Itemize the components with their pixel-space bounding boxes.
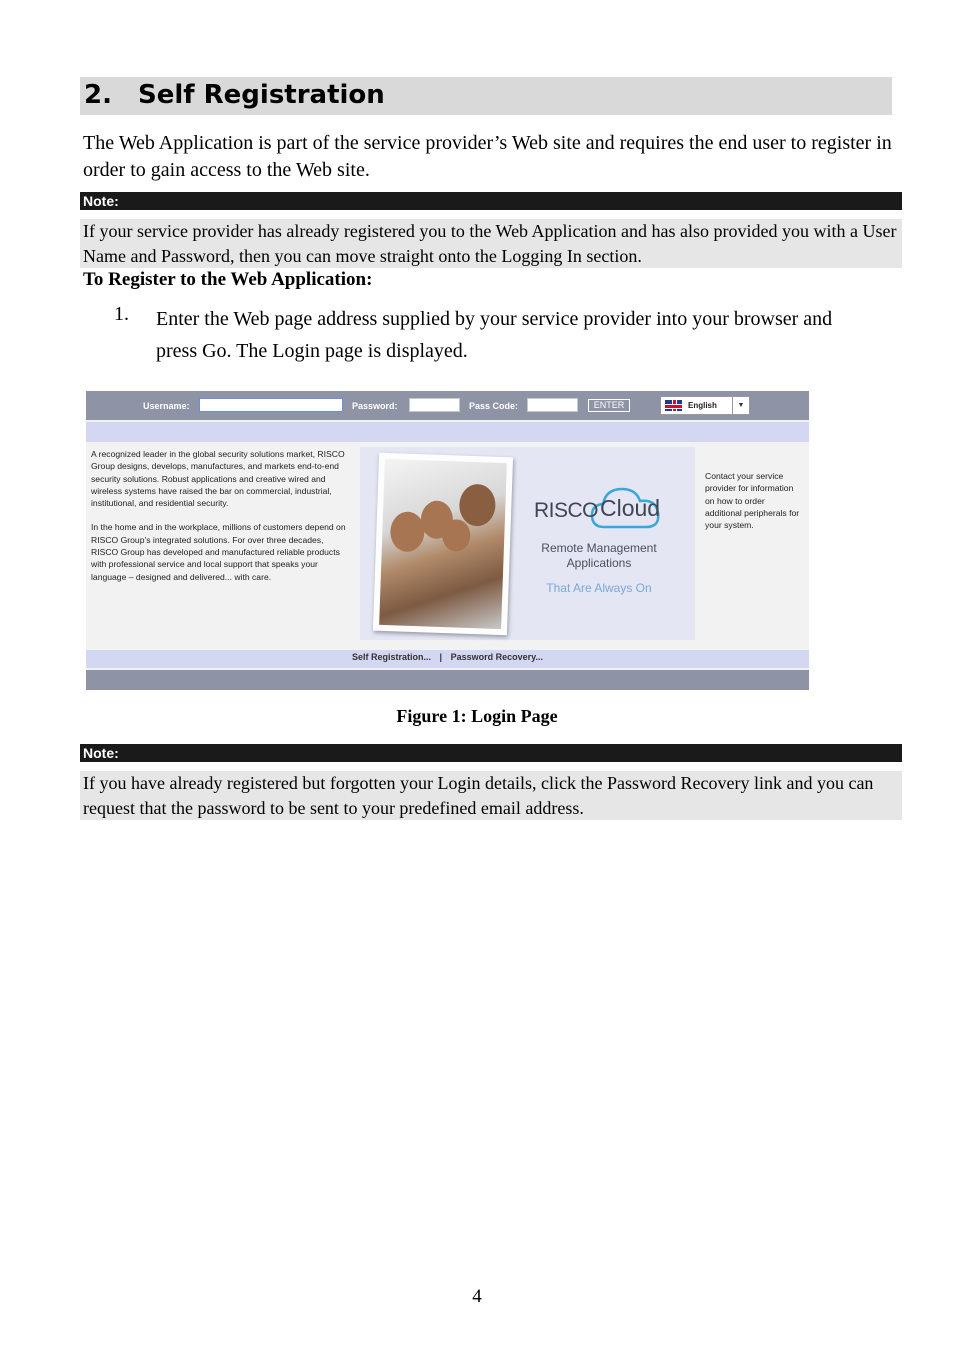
passcode-input[interactable] (527, 398, 578, 412)
family-photo-image (379, 459, 507, 629)
self-registration-link[interactable]: Self Registration... (352, 652, 432, 662)
slogan: That Are Always On (546, 581, 652, 595)
password-input[interactable] (409, 398, 460, 412)
link-separator: | (439, 652, 443, 662)
company-paragraph-2: In the home and in the workplace, millions of customers depend on RISCO Group’s integrated solutions. For over three decades, RISCO Group has developed and manufactured reliable products with professional service and local support that speaks your language – designed and delivered... with care. (91, 522, 346, 582)
page-number: 4 (472, 1286, 482, 1307)
login-top-bar (86, 391, 809, 420)
procedure-heading: To Register to the Web Application: (83, 269, 373, 290)
password-recovery-link[interactable]: Password Recovery... (450, 652, 543, 662)
login-page-screenshot (86, 391, 809, 690)
username-input[interactable] (199, 398, 343, 412)
hero-banner (360, 447, 695, 640)
note-label-2: Note: (83, 745, 119, 761)
password-label: Password: (352, 401, 398, 411)
note-label-bar-2 (80, 744, 902, 762)
brand-risco: RISCO (534, 499, 599, 522)
company-description (91, 448, 353, 595)
note-text-box-2: If you have already registered but forgotten your Login details, click the Password Recovery link and you can request that the password to be sent to your predefined email address. (80, 771, 902, 820)
section-number: 2. (84, 80, 112, 110)
note-label: Note: (83, 193, 119, 209)
section-heading (80, 77, 892, 115)
company-paragraph-1: A recognized leader in the global security solutions market, RISCO Group designs, develops, manufactures, and markets end-to-end security solutions. Robust applications and creative wired and wireless systems have raised the bar on commercial, industrial, institutional, and residential security. (91, 449, 345, 509)
family-photo (373, 453, 513, 636)
figure-caption: Figure 1: Login Page (396, 706, 558, 726)
brand-cloud: Cloud (600, 495, 661, 521)
tagline: Remote Management Applications (541, 541, 657, 570)
note-text-box: If your service provider has already registered you to the Web Application and has also provided you with a User Name and Password, then you can move straight onto the Logging In section. (80, 219, 902, 268)
chevron-down-icon[interactable]: ▼ (732, 397, 749, 414)
note-label-bar (80, 192, 902, 210)
language-select[interactable] (660, 396, 750, 415)
step-number: 1. (114, 303, 129, 325)
contact-info: Contact your service provider for information on how to order additional peripherals for your system. (705, 471, 800, 531)
login-links (86, 652, 809, 662)
login-bottom-bar (86, 670, 809, 690)
language-value: English (688, 401, 717, 410)
enter-button[interactable]: ENTER (588, 399, 630, 412)
section-title: Self Registration (138, 80, 385, 110)
uk-flag-icon (665, 400, 682, 411)
step-text: Enter the Web page address supplied by your service provider into your browser and press Go. The Login page is displayed. (156, 308, 833, 362)
login-band-top (86, 422, 809, 442)
username-label: Username: (143, 401, 190, 411)
passcode-label: Pass Code: (469, 401, 519, 411)
intro-paragraph: The Web Application is part of the service provider’s Web site and requires the end user to register in order to gain access to the Web site. (83, 132, 892, 181)
